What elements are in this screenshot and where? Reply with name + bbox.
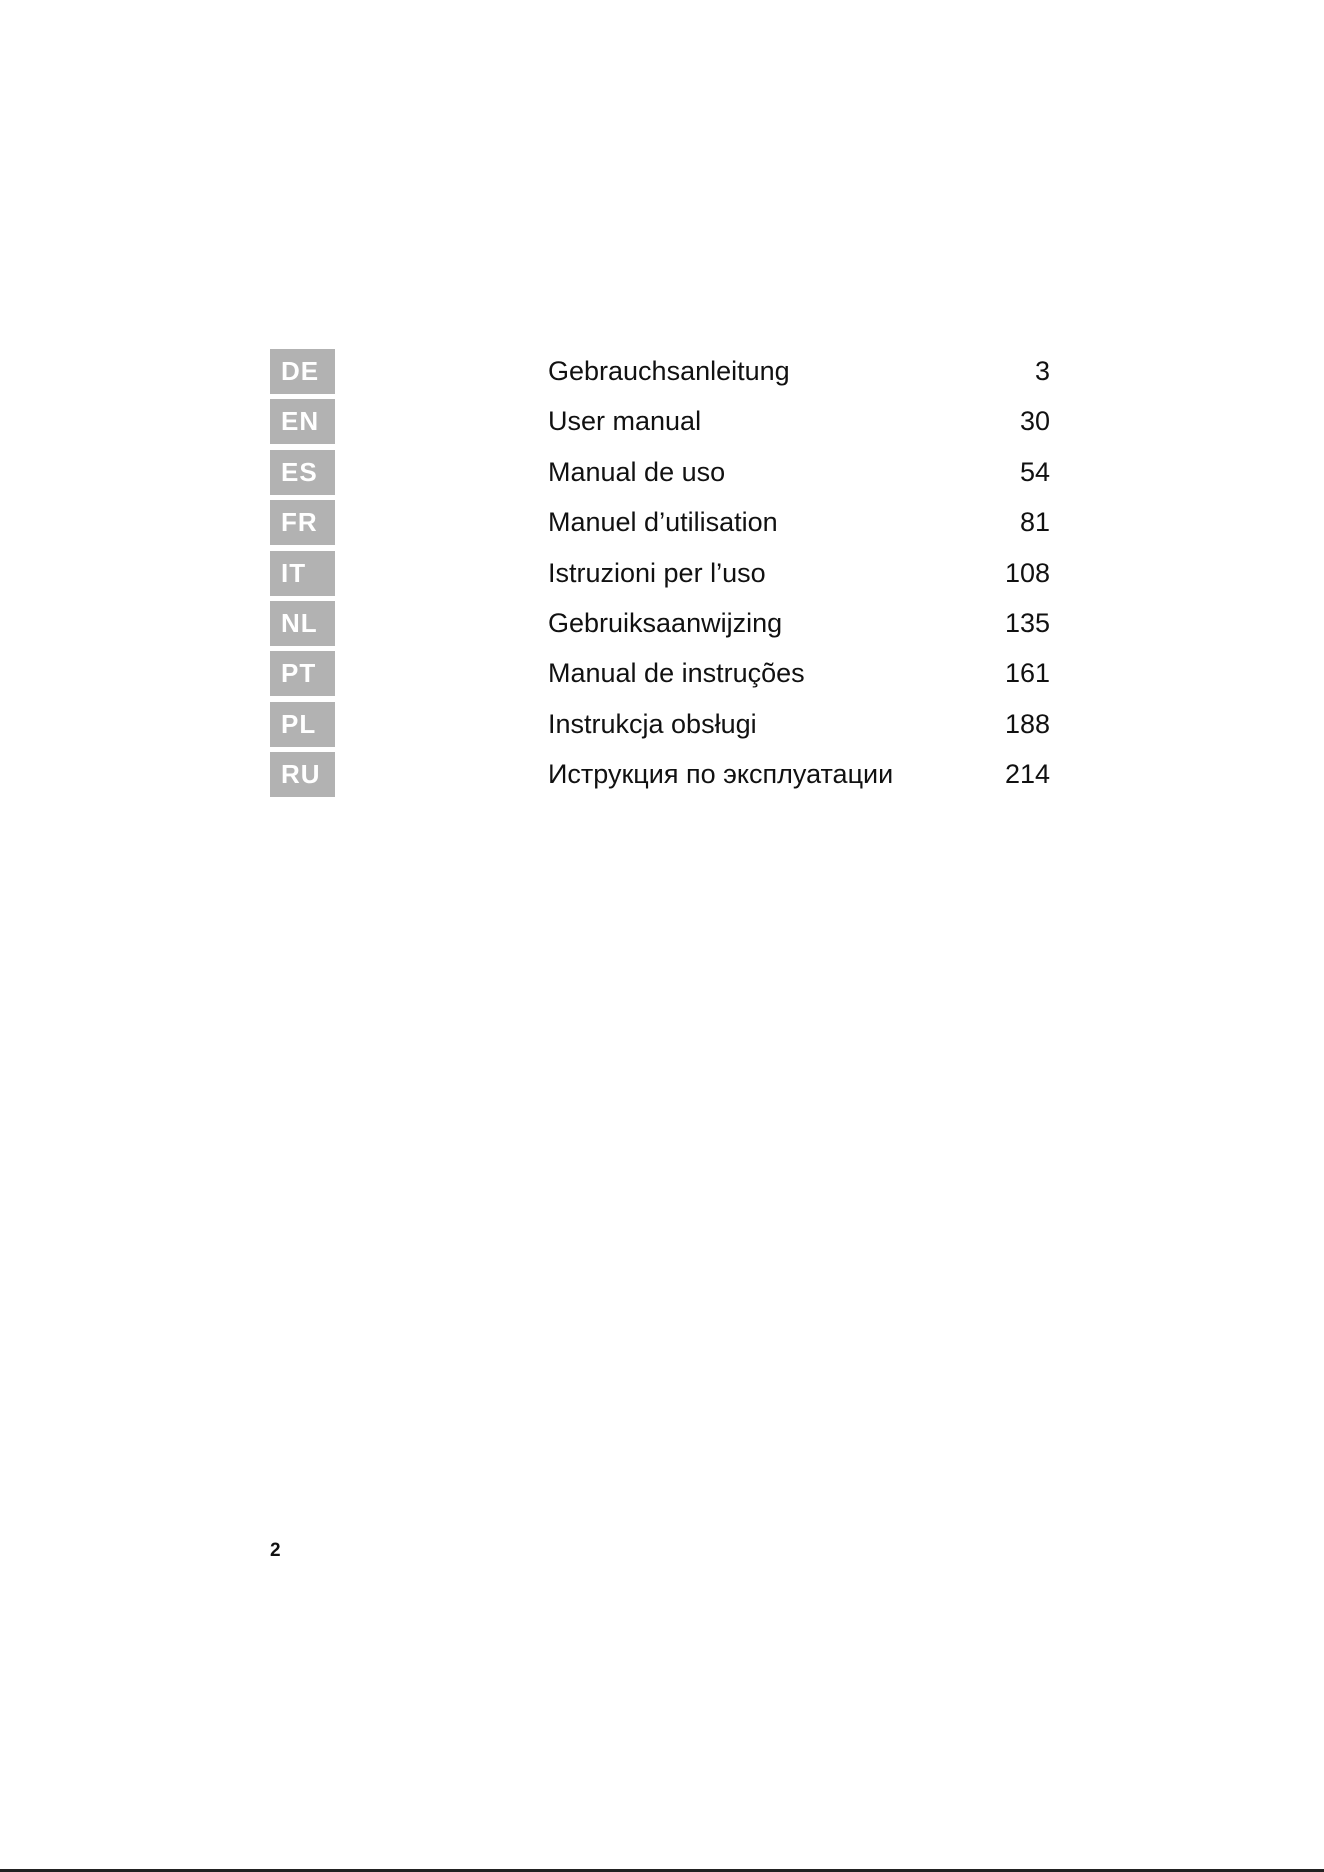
toc-title[interactable]: User manual bbox=[548, 406, 702, 437]
language-badge: NL bbox=[270, 601, 335, 646]
toc-title[interactable]: Иструкция по эксплуатации bbox=[548, 759, 894, 790]
toc-title[interactable]: Gebruiksaanwijzing bbox=[548, 607, 783, 638]
language-badge: PL bbox=[270, 702, 335, 747]
toc-page-number: 30 bbox=[1019, 406, 1050, 437]
toc-page-number: 81 bbox=[1019, 507, 1050, 538]
language-badge: PT bbox=[270, 651, 335, 696]
toc-page-number: 54 bbox=[1019, 456, 1050, 487]
toc-page-number: 3 bbox=[1034, 356, 1050, 386]
toc-page-number: 135 bbox=[1004, 607, 1050, 638]
language-badge: EN bbox=[270, 399, 335, 444]
toc-page-number: 108 bbox=[1004, 557, 1050, 588]
language-badge: FR bbox=[270, 500, 335, 545]
toc-row-ru[interactable] bbox=[270, 752, 1050, 802]
toc-page-number: 161 bbox=[1004, 658, 1050, 689]
toc-title[interactable]: Manuel d’utilisation bbox=[548, 507, 778, 538]
toc-title[interactable]: Instrukcja obsługi bbox=[548, 708, 757, 739]
toc-title[interactable]: Manual de uso bbox=[548, 456, 726, 487]
toc-row-fr[interactable] bbox=[270, 500, 1050, 550]
page-number: 2 bbox=[270, 1540, 281, 1561]
toc-row-it[interactable] bbox=[270, 551, 1050, 601]
toc-page-number: 188 bbox=[1004, 708, 1050, 739]
language-badge: IT bbox=[270, 551, 335, 596]
language-badge: RU bbox=[270, 752, 335, 797]
toc-row-en[interactable] bbox=[270, 399, 1050, 449]
toc-page-number: 214 bbox=[1004, 759, 1050, 790]
toc-row-de[interactable] bbox=[270, 349, 1050, 399]
toc-row-nl[interactable] bbox=[270, 601, 1050, 651]
language-badge: DE bbox=[270, 349, 335, 394]
toc-row-pt[interactable] bbox=[270, 651, 1050, 701]
toc-row-es[interactable] bbox=[270, 450, 1050, 500]
toc-title[interactable]: Manual de instruções bbox=[548, 658, 805, 689]
table-of-contents bbox=[270, 349, 1050, 803]
toc-row-pl[interactable] bbox=[270, 702, 1050, 752]
toc-title[interactable]: Istruzioni per l’uso bbox=[548, 557, 766, 588]
language-badge: ES bbox=[270, 450, 335, 495]
toc-title[interactable]: Gebrauchsanleitung bbox=[548, 356, 790, 386]
